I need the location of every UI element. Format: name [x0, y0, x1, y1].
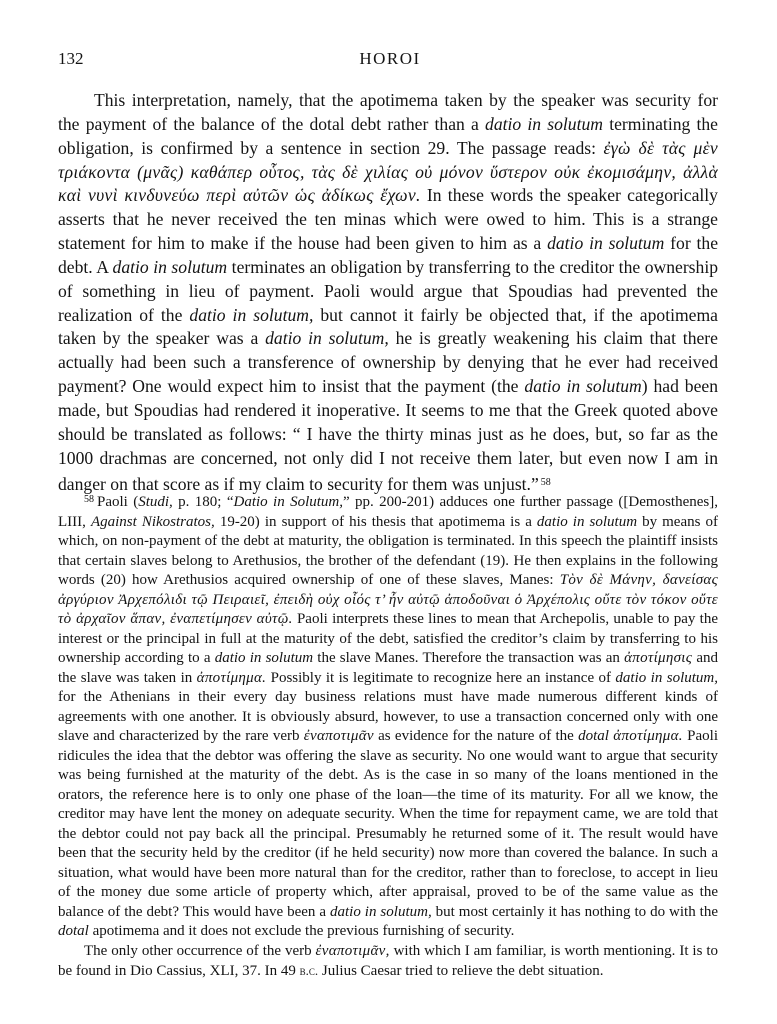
text-run: as evidence for the nature of the: [373, 728, 579, 744]
era-abbreviation: b.c.: [299, 963, 319, 978]
italic-term: dotal: [58, 923, 89, 939]
italic-term: dotal: [578, 728, 609, 744]
text-run: 19-20) in support of his thesis that apotimema is a: [214, 513, 537, 530]
italic-term: datio in solutum,: [189, 304, 314, 325]
italic-term: datio in solutum: [485, 113, 603, 134]
text-run: This interpretation, namely, that the apotimema taken by the speaker was security for the payment of the balance of the dotal debt rather than a: [58, 90, 718, 134]
text-run: he is greatly weakening his claim that there actually had been such a transference of ownership by denying that he ever had received payment? One would expect him to insist that the payment (the: [58, 328, 718, 397]
greek-term: ἀποτίμημα.: [196, 669, 267, 686]
page-header: [48, 49, 732, 75]
text-run: by means of which, on non-payment of the debt at maturity, the obligation is terminated. In this speech the plaintiff insists that certain slaves belong to Arethusios, the brother of the defendant (19). He then explains in the following words (20) how Arethusios acquired ownership of one of these slaves, Manes:: [58, 513, 718, 588]
running-head: HOROI: [359, 49, 421, 68]
footnote-reference: 58: [540, 476, 551, 488]
italic-term: datio in solutum: [524, 376, 642, 397]
text-run: but cannot it fairly be objected that, if the apotimema taken by the speaker was a: [58, 304, 718, 349]
text-run: the slave Manes. Therefore the transaction was an: [313, 650, 625, 666]
text-run: In these words the speaker categorically asserts that he never received the ten minas which were owed to him. This is a strange statement for him to make if the house had been given to him as a: [58, 185, 718, 254]
text-run: ) had been made, but Spoudias had rendered it inoperative. It seems to me that the Greek quoted above should be translated as follows: “ I have the thirty minas just as he does, but, so far as the 1000 drachmas are concerned, not only did I not receive them later, but even now I am in danger on that score as if my claim to security for them was unjust.”: [58, 376, 718, 494]
text-run: Possibly it is legitimate to recognize here an instance of: [266, 669, 616, 686]
text-run: but most certainly it has nothing to do with the: [431, 903, 719, 920]
greek-term: ἀποτίμημα.: [613, 728, 683, 744]
italic-term: datio in solutum,: [615, 669, 718, 686]
footnotes: [58, 490, 718, 982]
italic-term: datio in solutum: [547, 233, 665, 254]
text-run: Paoli interprets these lines to mean that Archepolis, unable to pay the interest or the principal in full at the maturity of the debt, satisfied the creditor’s claim by transferring to his ownership according to a: [58, 611, 718, 666]
italic-term: Against Nikostratos,: [90, 513, 215, 530]
greek-quotation: ἐγὼ δὲ τὰς μὲν τριάκοντα (μνᾶς) καθάπερ οὗτος, τὰς δὲ χιλίας οὐ μόνον ὕστερον οὐκ ἐκομισάμην, ἀλλὰ καὶ νυνὶ κινδυνεύω περὶ αὐτῶν ὡς ἀδίκως ἔχων.: [58, 137, 719, 206]
italic-term: datio in solutum,: [330, 903, 432, 920]
italic-term: datio in solutum: [536, 513, 638, 530]
text-run: Paoli (: [97, 494, 139, 510]
text-run: ” pp. 200-201) adduces one further passage ([Demosthenes], LIII,: [58, 494, 718, 530]
italic-term: datio in solutum: [112, 256, 228, 277]
greek-term: ἐναποτιμᾶν: [303, 728, 374, 744]
greek-term: ἀποτίμησις: [624, 650, 693, 666]
text-run: Paoli ridicules the idea that the debtor was offering the slave as security. No one would want to argue that security was being furnished at the maturity of the debt. As is the case in so many of the loans mentioned in the orators, the reference here is to only one phase of the loan—the time of its maturity. For all we know, the creditor may have lent the money on adequate security. When the time for repayment came, we are told that the debtor could not pay back all the principal. Presumably he returned some of it. The result would have been that the security held by the creditor (if he held security) now more than covered the balance. In such a situation, what would have been more natural than for the creditor, rather than to foreclose, to accept in lieu of the money due some article of property which, after appraisal, proved to be of the same value as the balance of the debt? This would have been a: [58, 728, 718, 920]
text-run: terminates an obligation by transferring to the creditor the ownership of something in lieu of payment. Paoli would argue that Spoudias had prevented the realization of the: [58, 256, 719, 325]
text-run: The only other occurrence of the verb: [84, 942, 316, 959]
footnote-marker: 58: [84, 494, 94, 505]
text-run: Julius Caesar tried to relieve the debt situation.: [318, 963, 604, 979]
text-run: apotimema and it does not exclude the previous furnishing of security.: [88, 923, 515, 939]
page-number: 132: [58, 49, 84, 68]
text-run: and the slave was taken in: [58, 650, 718, 686]
italic-term: Studi,: [138, 494, 173, 510]
footnote-continuation: [58, 942, 718, 982]
italic-term: datio in solutum,: [265, 328, 389, 349]
italic-term: datio in solutum: [214, 650, 314, 666]
footnote-58: [58, 490, 718, 942]
text-run: for the Athenians in their every day business relations must have made numerous different kinds of agreements with one another. It is obviously absurd, however, to use a transaction concerned only with one slave and characterized by the rare verb: [58, 689, 718, 744]
italic-term: Datio in Solutum,: [233, 494, 343, 510]
text-run: for the debt. A: [58, 233, 719, 277]
greek-quotation: Τὸν δὲ Μάνην, δανείσας ἀργύριον Ἀρχεπόλιδι τῷ Πειραιεῖ, ἐπειδὴ οὐχ οἷός τ’ ἦν αὐτῷ ἀποδοῦναι ὁ Ἀρχέπολις οὔτε τὸν τόκον οὔτε τὸ ἀρχαῖον ἅπαν, ἐναπετίμησεν αὐτῷ.: [58, 572, 718, 627]
text-run: p. 180; “: [172, 494, 234, 510]
greek-term: ἐναποτιμᾶν,: [315, 942, 390, 959]
text-run: with which I am familiar, is worth mentioning. It is to be found in Dio Cassius, XLI, 37. In 49: [58, 942, 719, 979]
text-run: terminating the obligation, is confirmed by a sentence in section 29. The passage reads:: [58, 113, 718, 158]
main-paragraph: [58, 89, 718, 496]
